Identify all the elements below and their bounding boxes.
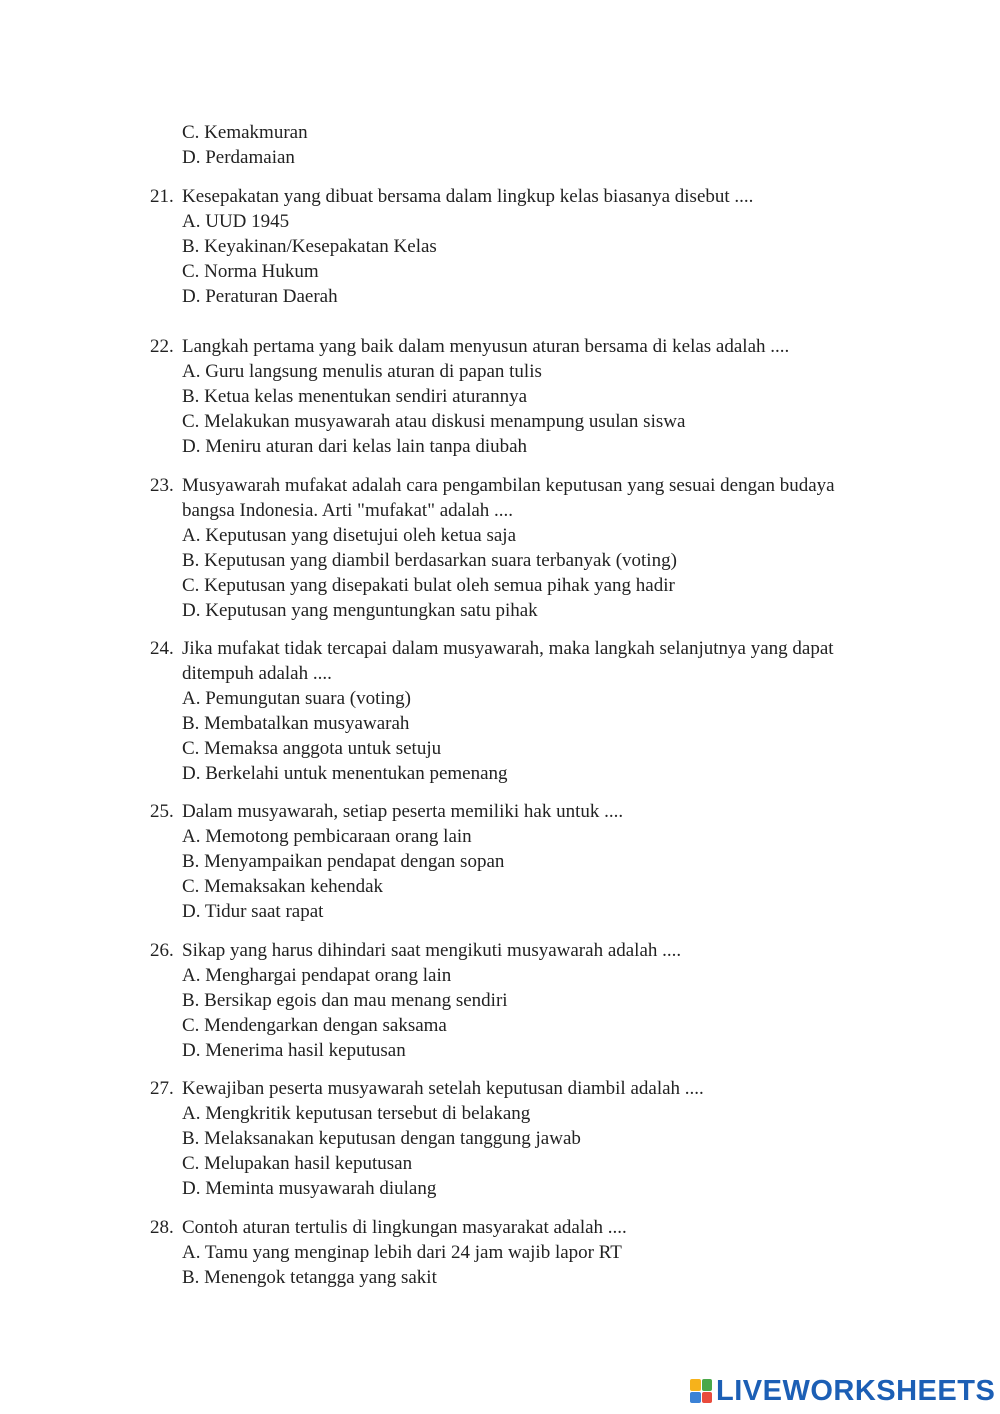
liveworksheets-logo-icon — [690, 1379, 712, 1403]
option-b: B. Menyampaikan pendapat dengan sopan — [182, 851, 505, 872]
option-d: D. Meniru aturan dari kelas lain tanpa diubah — [182, 436, 528, 457]
question-text: Jika mufakat tidak tercapai dalam musyawarah, maka langkah selanjutnya yang dapat — [182, 638, 834, 659]
question-text: Musyawarah mufakat adalah cara pengambilan keputusan yang sesuai dengan budaya — [182, 475, 835, 496]
option-c: C. Memaksakan kehendak — [182, 876, 384, 897]
question-number: 28. — [150, 1217, 174, 1238]
option-d: D. Perdamaian — [182, 147, 295, 168]
question-text-continued: ditempuh adalah .... — [182, 663, 332, 684]
option-b: B. Ketua kelas menentukan sendiri aturannya — [182, 386, 528, 407]
question-21 — [150, 184, 910, 309]
question-text: Kesepakatan yang dibuat bersama dalam lingkup kelas biasanya disebut .... — [182, 186, 754, 207]
option-a: A. UUD 1945 — [182, 211, 290, 232]
option-a: A. Pemungutan suara (voting) — [182, 688, 412, 709]
option-c: C. Mendengarkan dengan saksama — [182, 1015, 447, 1036]
question-text: Sikap yang harus dihindari saat mengikuti musyawarah adalah .... — [182, 940, 682, 961]
question-number: 25. — [150, 801, 174, 822]
option-b: B. Keputusan yang diambil berdasarkan suara terbanyak (voting) — [182, 550, 677, 571]
question-number: 24. — [150, 638, 174, 659]
question-number: 26. — [150, 940, 174, 961]
option-c: C. Melupakan hasil keputusan — [182, 1153, 413, 1174]
option-c: C. Kemakmuran — [182, 122, 308, 143]
option-b: B. Bersikap egois dan mau menang sendiri — [182, 990, 508, 1011]
option-d: D. Menerima hasil keputusan — [182, 1040, 406, 1061]
option-a: A. Memotong pembicaraan orang lain — [182, 826, 472, 847]
question-number: 23. — [150, 475, 174, 496]
question-25 — [150, 799, 910, 924]
question-24 — [150, 636, 910, 786]
question-number: 27. — [150, 1078, 174, 1099]
option-a: A. Tamu yang menginap lebih dari 24 jam wajib lapor RT — [182, 1242, 622, 1263]
logo-square-icon — [702, 1379, 713, 1391]
option-a: A. Menghargai pendapat orang lain — [182, 965, 452, 986]
option-c: C. Melakukan musyawarah atau diskusi menampung usulan siswa — [182, 411, 686, 432]
question-27 — [150, 1076, 910, 1201]
option-a: A. Guru langsung menulis aturan di papan tulis — [182, 361, 542, 382]
question-26 — [150, 938, 910, 1063]
option-d: D. Meminta musyawarah diulang — [182, 1178, 437, 1199]
option-b: B. Melaksanakan keputusan dengan tanggung jawab — [182, 1128, 581, 1149]
logo-square-icon — [690, 1392, 701, 1404]
question-text-continued: bangsa Indonesia. Arti "mufakat" adalah .... — [182, 500, 514, 521]
option-d: D. Tidur saat rapat — [182, 901, 324, 922]
question-22 — [150, 334, 910, 459]
option-c: C. Norma Hukum — [182, 261, 319, 282]
question-20-continuation — [150, 120, 910, 170]
question-28 — [150, 1215, 910, 1290]
option-d: D. Peraturan Daerah — [182, 286, 338, 307]
option-d: D. Berkelahi untuk menentukan pemenang — [182, 763, 508, 784]
question-number: 21. — [150, 186, 174, 207]
logo-text: LIVEWORKSHEETS — [716, 1374, 996, 1407]
question-text: Dalam musyawarah, setiap peserta memiliki hak untuk .... — [182, 801, 624, 822]
logo-square-icon — [690, 1379, 701, 1391]
question-text: Langkah pertama yang baik dalam menyusun aturan bersama di kelas adalah .... — [182, 336, 790, 357]
option-b: B. Menengok tetangga yang sakit — [182, 1267, 437, 1288]
option-a: A. Keputusan yang disetujui oleh ketua saja — [182, 525, 517, 546]
question-23 — [150, 473, 910, 623]
logo-square-icon — [702, 1392, 713, 1404]
option-d: D. Keputusan yang menguntungkan satu pihak — [182, 600, 538, 621]
option-c: C. Keputusan yang disepakati bulat oleh semua pihak yang hadir — [182, 575, 675, 596]
option-a: A. Mengkritik keputusan tersebut di belakang — [182, 1103, 531, 1124]
option-b: B. Keyakinan/Kesepakatan Kelas — [182, 236, 437, 257]
option-b: B. Membatalkan musyawarah — [182, 713, 410, 734]
question-text: Contoh aturan tertulis di lingkungan masyarakat adalah .... — [182, 1217, 627, 1238]
liveworksheets-logo[interactable] — [690, 1375, 995, 1407]
question-text: Kewajiban peserta musyawarah setelah keputusan diambil adalah .... — [182, 1078, 704, 1099]
question-number: 22. — [150, 336, 174, 357]
option-c: C. Memaksa anggota untuk setuju — [182, 738, 442, 759]
